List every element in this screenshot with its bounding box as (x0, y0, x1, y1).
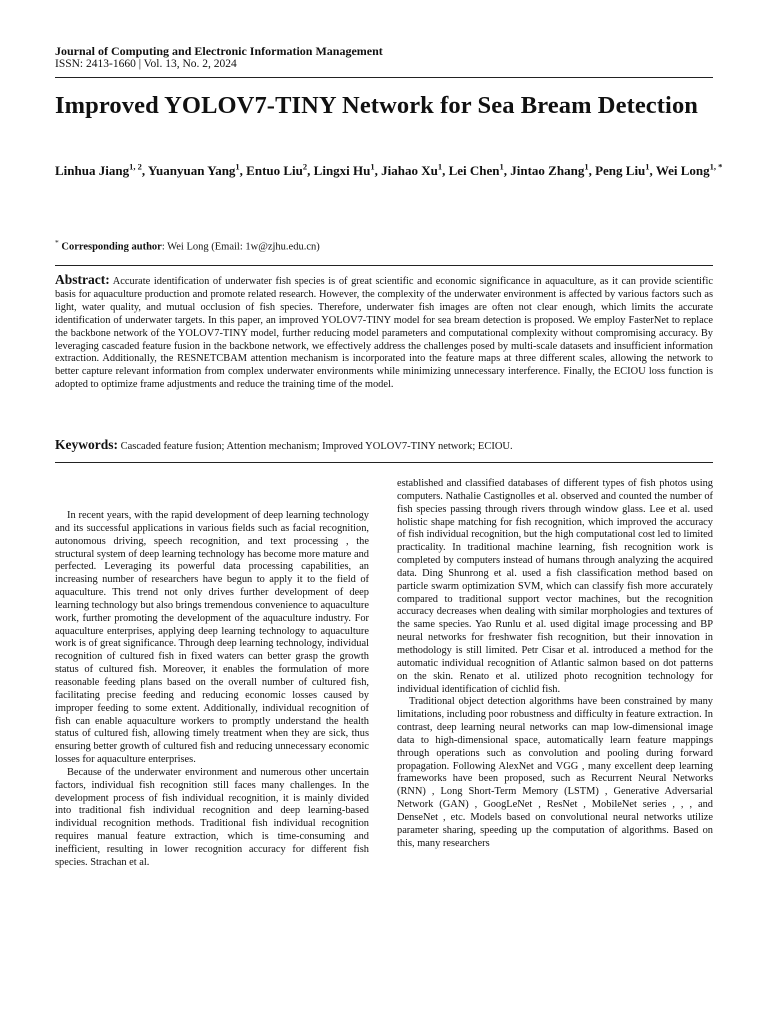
journal-name: Journal of Computing and Electronic Information Management (55, 44, 383, 58)
author: Peng Liu$^1$ (595, 161, 650, 178)
abstract-top-divider (55, 265, 713, 266)
paragraph: established and classified databases of different types of fish photos using computers. Nathalie Castignolles et al. observed and counted the number of fish species passing through rivers through window glass. Lee et al. used holistic shape matching for fish recognition, which improved the accuracy of fish individual recognition, but the high computational cost led to limited practicality. In traditional machine learning, fish recognition work is completed by computers instead of humans through analyzing the acquired data. Ding Shunrong et al. used a fish classification method based on particle swarm optimization SVM, which can classify fish more accurately compared to traditional support vector machines, but the recognition accuracy decreases when dealing with similar morphologies and textures of the same species. Yao Runlu et al. used digital image processing and BP neural networks for freshwater fish recognition, but their innovation in methodology is still limited. Petr Cisar et al. introduced a method for the automatic individual recognition of Atlantic salmon based on dot patterns on the skin. Renato et al. utilized photo recognition technology for individual identification of cichlid fish. (397, 478, 713, 695)
abstract-text: Accurate identification of underwater fish species is of great scientific and economic significance in aquaculture, as it can provide scientific basis for aquaculture production and promote related research. However, the complexity of the underwater environment is affected by various factors such as light, water quality, and mutual occlusion of fish species. Therefore, underwater fish images are often not clear enough, which limits the accurate identification of underwater targets. In this paper, an improved YOLOV7-TINY model for sea bream detection is proposed. We employ FasterNet to replace the backbone network of the YOLOV7-TINY model, further reducing model parameters and computational complexity without compromising accuracy. By leveraging cascaded feature fusion in the backbone network, we effectively address the challenges posed by multi-scale datasets and insufficient information extraction. Additionally, the RESNETCBAM attention mechanism is incorporated into the feature maps at three different scales, allowing the network to better capture relevant information from complex underwater environments while minimizing unnecessary interference. Finally, the ECIOU loss function is adopted to optimize frame adjustments and reduce the training time of the model. (55, 276, 713, 391)
paragraph: Traditional object detection algorithms have been constrained by many limitations, including poor robustness and difficulty in feature extraction. In contrast, deep learning neural networks can map low-dimensional image data to high-dimensional space, automatically learn feature mappings through operations such as convolution and pooling during forward propagation. Following AlexNet and VGG , many excellent deep learning frameworks have been proposed, such as Recurrent Neural Networks (RNN) , Long Short-Term Memory (LSTM) , Generative Adversarial Network (GAN) , GoogLeNet , ResNet , MobileNet series , , , and DenseNet , etc. Models based on convolutional neural networks utilize parameter sharing, speeding up the computation of algorithms. Based on this, many researchers (397, 696, 713, 849)
keywords (55, 438, 713, 454)
corresponding-text: : Wei Long (Email: 1w@zjhu.edu.cn) (161, 241, 320, 253)
journal-header (55, 44, 715, 71)
paper-title: Improved YOLOV7-TINY Network for Sea Bream Detection (55, 92, 699, 119)
author: Lingxi Hu$^1$ (313, 161, 375, 178)
author: Linhua Jiang$^{1, 2}$ (55, 161, 142, 178)
abstract (55, 274, 713, 392)
body-column-right (397, 478, 713, 850)
abstract-label: Abstract: (55, 272, 110, 287)
author: Jintao Zhang$^1$ (510, 161, 589, 178)
header-divider (55, 77, 713, 78)
journal-issn: ISSN: 2413-1660 | Vol. 13, No. 2, 2024 (55, 58, 237, 70)
author: Lei Chen$^1$ (448, 161, 504, 178)
author-list: Linhua Jiang$^{1, 2}$, Yuanyuan Yang$^1$, Entuo Liu$^2$, Lingxi Hu$^1$, Jiahao Xu$^1$, Lei Chen$^1$, Jintao Zhang$^1$, Peng Liu$^1$, Wei Long$^{1, *}$ (55, 161, 723, 178)
paragraph: Because of the underwater environment and numerous other uncertain factors, individual fish recognition still faces many challenges. In the development process of fish individual recognition, it is mainly divided into traditional fish individual recognition and deep learning-based individual recognition methods. Traditional fish individual recognition requires manual feature extraction, which is time-consuming and inefficient, resulting in lower recognition accuracy for different fish species. Strachan et al. (55, 766, 369, 868)
keywords-label: Keywords: (55, 437, 118, 452)
author: Entuo Liu$^2$ (246, 161, 308, 178)
corresponding-author-note (55, 236, 715, 255)
author: Wei Long$^{1, *}$ (655, 161, 723, 178)
corresponding-label: Corresponding author (61, 241, 162, 253)
author: Yuanyuan Yang$^1$ (147, 161, 240, 178)
keywords-text: Cascaded feature fusion; Attention mechanism; Improved YOLOV7-TINY network; ECIOU. (120, 441, 513, 452)
author: Jiahao Xu$^1$ (381, 161, 443, 178)
paragraph: In recent years, with the rapid development of deep learning technology and its successful applications in various fields such as facial recognition, autonomous driving, speech recognition, and text processing , the structural system of deep learning technology has become more mature and perfected. Leveraging its powerful data processing capabilities, an increasing number of researchers have begun to apply it to the field of aquaculture. This trend not only drives further development of deep learning technology but also brings tremendous convenience to aquaculture work, further promoting the development of the aquaculture industry. For aquaculture enterprises, applying deep learning technology to aquaculture work is of great significance. Through deep learning technology, individual recognition of cultured fish in fixed waters can better grasp the growth status of cultured fish. Moreover, it enables the formulation of more reasonable feeding plans based on the overall number of cultured fish, facilitating precise feeding and reducing economic losses caused by improper feeding to some extent. Additionally, individual recognition of fish can enable aquaculture workers to promptly understand the health status of cultured fish, allowing timely treatment when they are sick, thus ensuring better growth of cultured fish and reducing unnecessary economic losses for aquaculture enterprises. (55, 510, 369, 766)
keywords-divider (55, 462, 713, 463)
body-column-left (55, 510, 369, 870)
asterisk-mark: * (55, 238, 59, 247)
